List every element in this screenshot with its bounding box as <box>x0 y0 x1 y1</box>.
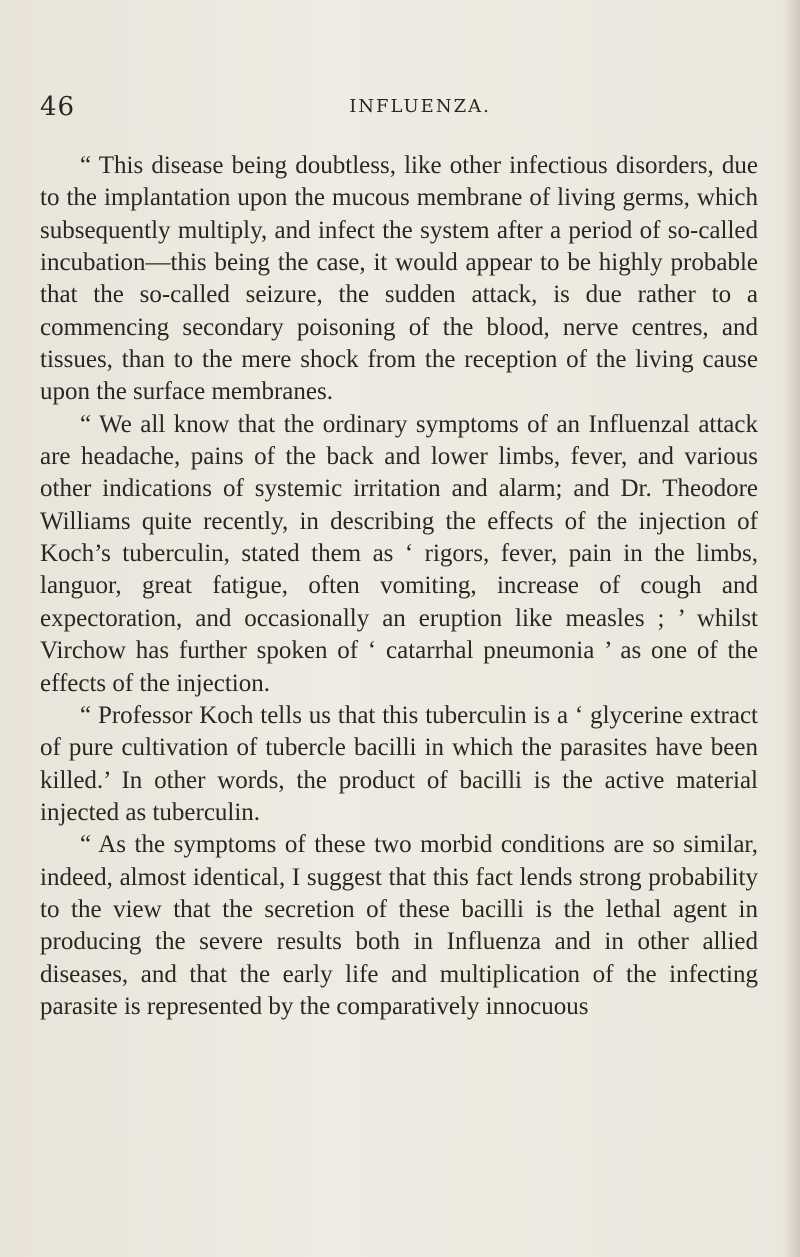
page-edge-shadow <box>782 0 800 1257</box>
page-number: 46 <box>40 92 76 122</box>
paragraph-2: “ We all know that the ordinary symptoms of an Influenzal attack are headache, pains of the back and lower limbs, fever, and various other indications of systemic irritation and alarm; and Dr. Theodore Williams quite recently, in describing the effects of the injection of Koch’s tuberculin, stated them as ‘ rigors, fever, pain in the limbs, languor, great fatigue, often vomiting, increase of cough and expectoration, and occasionally an eruption like measles ; ’ whilst Virchow has further spoken of ‘ catarrhal pneumonia ’ as one of the effects of the injection. <box>40 410 758 697</box>
body-text <box>40 150 758 1023</box>
paragraph-1: “ This disease being doubtless, like other infectious disorders, due to the implantation upon the mucous membrane of living germs, which subsequently multiply, and infect the system after a period of so-called incubation—this being the case, it would appear to be highly probable that the so-called seizure, the sudden attack, is due rather to a commencing secondary poisoning of the blood, nerve centres, and tissues, than to the mere shock from the reception of the living cause upon the surface membranes. <box>40 152 758 406</box>
page-header <box>40 92 760 126</box>
running-title: INFLUENZA. <box>349 96 491 117</box>
paragraph-3: “ Professor Koch tells us that this tuberculin is a ‘ glycerine extract of pure cultivation of tubercle bacilli in which the parasites have been killed.’ In other words, the product of bacilli is the active material injected as tuberculin. <box>40 701 758 826</box>
paragraph-4: “ As the symptoms of these two morbid conditions are so similar, indeed, almost identical, I suggest that this fact lends strong probability to the view that the secretion of these bacilli is the lethal agent in producing the severe results both in Influenza and in other allied diseases, and that the early life and multiplication of the infecting parasite is represented by the comparatively innocuous <box>40 831 758 1020</box>
